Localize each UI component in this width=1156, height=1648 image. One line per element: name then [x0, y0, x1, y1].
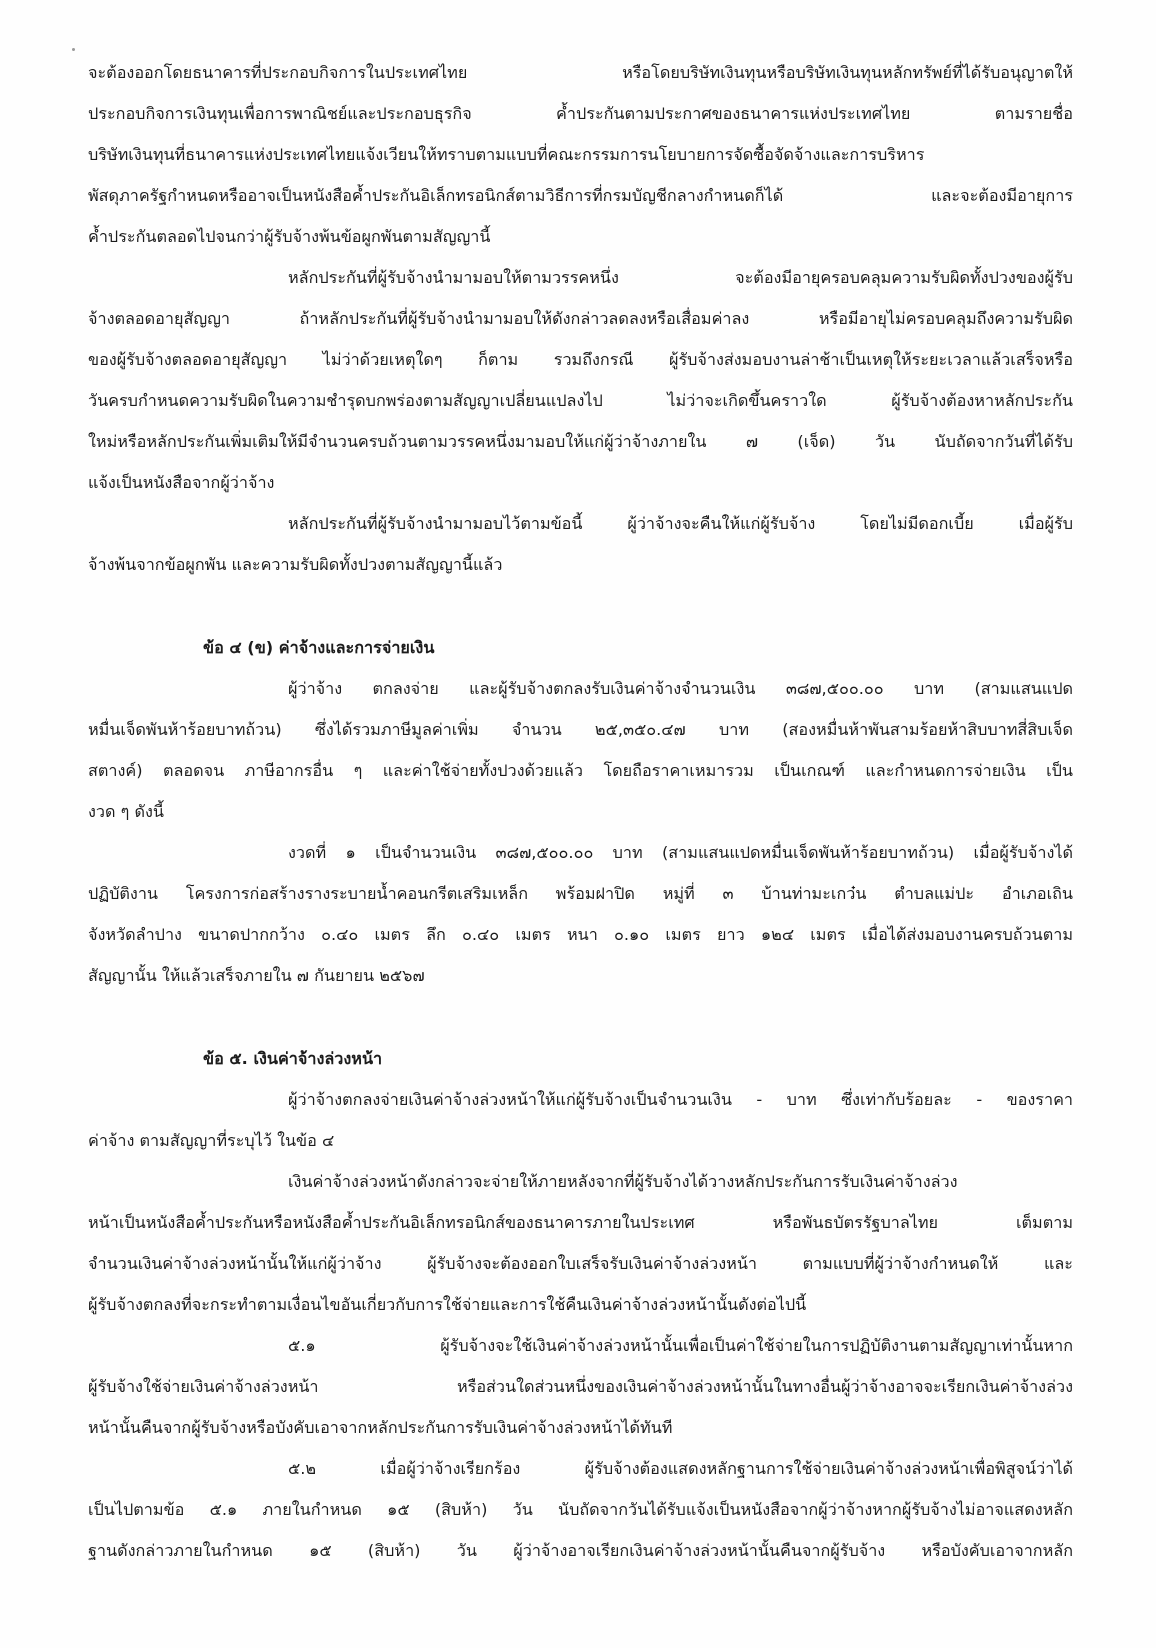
paragraph-line: แจ้งเป็นหนังสือจากผู้ว่าจ้าง — [88, 473, 275, 492]
paragraph-line: ประกอบกิจการเงินทุนเพื่อการพาณิชย์และประกอบธุรกิจ ค้ำประกันตามประกาศของธนาคารแห่งประเทศไทย ตามรายชื่อ — [88, 104, 1073, 123]
paragraph-line: สตางค์) ตลอดจน ภาษีอากรอื่น ๆ และค่าใช้จ่ายทั้งปวงด้วยแล้ว โดยถือราคาเหมารวม เป็นเกณฑ์ และกำหนดการจ่ายเงิน เป็น — [88, 761, 1073, 780]
paragraph-line: วันครบกำหนดความรับผิดในความชำรุดบกพร่องตามสัญญาเปลี่ยนแปลงไป ไม่ว่าจะเกิดขึ้นคราวใด ผู้รับจ้างต้องหาหลักประกัน — [88, 391, 1073, 410]
paragraph-line: หลักประกันที่ผู้รับจ้างนำมามอบให้ตามวรรคหนึ่ง จะต้องมีอายุครอบคลุมความรับผิดทั้งปวงของผู้รับ — [288, 268, 1073, 287]
paragraph-line: จะต้องออกโดยธนาคารที่ประกอบกิจการในประเทศไทย หรือโดยบริษัทเงินทุนหรือบริษัทเงินทุนหลักทรัพย์ที่ได้รับอนุญาตให้ — [88, 63, 1073, 82]
paragraph-line: พัสดุภาครัฐกำหนดหรืออาจเป็นหนังสือค้ำประกันอิเล็กทรอนิกส์ตามวิธีการที่กรมบัญชีกลางกำหนดก็ได้ และจะต้องมีอายุการ — [88, 186, 1073, 205]
document-body — [88, 52, 1073, 1571]
spacer — [88, 996, 1073, 1038]
section-heading-text: ข้อ ๕. เงินค่าจ้างล่วงหน้า — [203, 1049, 383, 1068]
paragraph-line: งวดที่ ๑ เป็นจำนวนเงิน ๓๘๗,๕๐๐.๐๐ บาท (สามแสนแปดหมื่นเจ็ดพันห้าร้อยบาทถ้วน) เมื่อผู้รับจ้างได้ — [288, 843, 1073, 862]
paragraph-line: ผู้ว่าจ้างตกลงจ่ายเงินค่าจ้างล่วงหน้าให้แก่ผู้รับจ้างเป็นจำนวนเงิน - บาท ซึ่งเท่ากับร้อยละ - ของราคา — [288, 1090, 1073, 1109]
paragraph-line: จังหวัดลำปาง ขนาดปากกว้าง ๐.๔๐ เมตร ลึก ๐.๔๐ เมตร หนา ๐.๑๐ เมตร ยาว ๑๒๔ เมตร เมื่อได้ส่งมอบงานครบถ้วนตาม — [88, 925, 1073, 944]
section-heading-text: ข้อ ๔ (ข) ค่าจ้างและการจ่ายเงิน — [203, 638, 435, 657]
paragraph-line: ผู้รับจ้างใช้จ่ายเงินค่าจ้างล่วงหน้า หรือส่วนใดส่วนหนึ่งของเงินค่าจ้างล่วงหน้านั้นในทางอื่นผู้ว่าจ้างอาจจะเรียกเงินค่าจ้างล่วง — [88, 1377, 1073, 1396]
paragraph-line: งวด ๆ ดังนี้ — [88, 802, 164, 821]
spacer — [88, 585, 1073, 627]
paragraph-line: ผู้รับจ้างตกลงที่จะกระทำตามเงื่อนไขอันเกี่ยวกับการใช้จ่ายและการใช้คืนเงินค่าจ้างล่วงหน้านั้นดังต่อไปนี้ — [88, 1295, 807, 1314]
paragraph-line: หน้านั้นคืนจากผู้รับจ้างหรือบังคับเอาจากหลักประกันการรับเงินค่าจ้างล่วงหน้าได้ทันที — [88, 1418, 673, 1437]
paragraph-line: หมื่นเจ็ดพันห้าร้อยบาทถ้วน) ซึ่งได้รวมภาษีมูลค่าเพิ่ม จำนวน ๒๕,๓๕๐.๔๗ บาท (สองหมื่นห้าพันสามร้อยห้าสิบบาทสี่สิบเจ็ด — [88, 720, 1073, 739]
scan-speck — [72, 48, 75, 51]
paragraph-line: ปฏิบัติงาน โครงการก่อสร้างรางระบายน้ำคอนกรีตเสริมเหล็ก พร้อมฝาปิด หมู่ที่ ๓ บ้านท่ามะเกว๋น ตำบลแม่ปะ อำเภอเถิน — [88, 884, 1073, 903]
paragraph-line: ๕.๑ ผู้รับจ้างจะใช้เงินค่าจ้างล่วงหน้านั้นเพื่อเป็นค่าใช้จ่ายในการปฏิบัติงานตามสัญญาเท่านั้นหาก — [288, 1336, 1073, 1355]
paragraph-line: เป็นไปตามข้อ ๕.๑ ภายในกำหนด ๑๕ (สิบห้า) วัน นับถัดจากวันได้รับแจ้งเป็นหนังสือจากผู้ว่าจ้างหากผู้รับจ้างไม่อาจแสดงหลัก — [88, 1500, 1073, 1519]
paragraph-line: ค้ำประกันตลอดไปจนกว่าผู้รับจ้างพ้นข้อผูกพันตามสัญญานี้ — [88, 227, 491, 246]
paragraph-line: บริษัทเงินทุนที่ธนาคารแห่งประเทศไทยแจ้งเวียนให้ทราบตามแบบที่คณะกรรมการนโยบายการจัดซื้อจัดจ้างและการบริหาร — [88, 145, 925, 164]
paragraph-line: เงินค่าจ้างล่วงหน้าดังกล่าวจะจ่ายให้ภายหลังจากที่ผู้รับจ้างได้วางหลักประกันการรับเงินค่าจ้างล่วง — [288, 1172, 958, 1191]
paragraph-line: ๕.๒ เมื่อผู้ว่าจ้างเรียกร้อง ผู้รับจ้างต้องแสดงหลักฐานการใช้จ่ายเงินค่าจ้างล่วงหน้าเพื่อพิสูจน์ว่าได้ — [288, 1459, 1073, 1478]
paragraph-line: ของผู้รับจ้างตลอดอายุสัญญา ไม่ว่าด้วยเหตุใดๆ ก็ตาม รวมถึงกรณี ผู้รับจ้างส่งมอบงานล่าช้าเป็นเหตุให้ระยะเวลาแล้วเสร็จหรือ — [88, 350, 1073, 369]
paragraph-line: ผู้ว่าจ้าง ตกลงจ่าย และผู้รับจ้างตกลงรับเงินค่าจ้างจำนวนเงิน ๓๘๗,๕๐๐.๐๐ บาท (สามแสนแปด — [288, 679, 1073, 698]
paragraph-line: หน้าเป็นหนังสือค้ำประกันหรือหนังสือค้ำประกันอิเล็กทรอนิกส์ของธนาคารภายในประเทศ หรือพันธบัตรรัฐบาลไทย เต็มตาม — [88, 1213, 1073, 1232]
paragraph-line: จ้างตลอดอายุสัญญา ถ้าหลักประกันที่ผู้รับจ้างนำมามอบให้ดังกล่าวลดลงหรือเสื่อมค่าลง หรือมีอายุไม่ครอบคลุมถึงความรับผิด — [88, 309, 1073, 328]
paragraph-line: สัญญานั้น ให้แล้วเสร็จภายใน ๗ กันยายน ๒๕๖๗ — [88, 966, 425, 985]
paragraph-line: ฐานดังกล่าวภายในกำหนด ๑๕ (สิบห้า) วัน ผู้ว่าจ้างอาจเรียกเงินค่าจ้างล่วงหน้านั้นคืนจากผู้รับจ้าง หรือบังคับเอาจากหลัก — [88, 1541, 1073, 1560]
section-heading — [88, 627, 1073, 668]
paragraph-line: ใหม่หรือหลักประกันเพิ่มเติมให้มีจำนวนครบถ้วนตามวรรคหนึ่งมามอบให้แก่ผู้ว่าจ้างภายใน ๗ (เจ็ด) วัน นับถัดจากวันที่ได้รับ — [88, 432, 1073, 451]
paragraph-line: ค่าจ้าง ตามสัญญาที่ระบุไว้ ในข้อ ๔ — [88, 1131, 335, 1150]
paragraph-line: หลักประกันที่ผู้รับจ้างนำมามอบไว้ตามข้อนี้ ผู้ว่าจ้างจะคืนให้แก่ผู้รับจ้าง โดยไม่มีดอกเบี้ย เมื่อผู้รับ — [288, 514, 1073, 533]
paragraph-line: จ้างพ้นจากข้อผูกพัน และความรับผิดทั้งปวงตามสัญญานี้แล้ว — [88, 555, 503, 574]
section-heading — [88, 1038, 1073, 1079]
paragraph-line: จำนวนเงินค่าจ้างล่วงหน้านั้นให้แก่ผู้ว่าจ้าง ผู้รับจ้างจะต้องออกใบเสร็จรับเงินค่าจ้างล่วงหน้า ตามแบบที่ผู้ว่าจ้างกำหนดให้ และ — [88, 1254, 1073, 1273]
